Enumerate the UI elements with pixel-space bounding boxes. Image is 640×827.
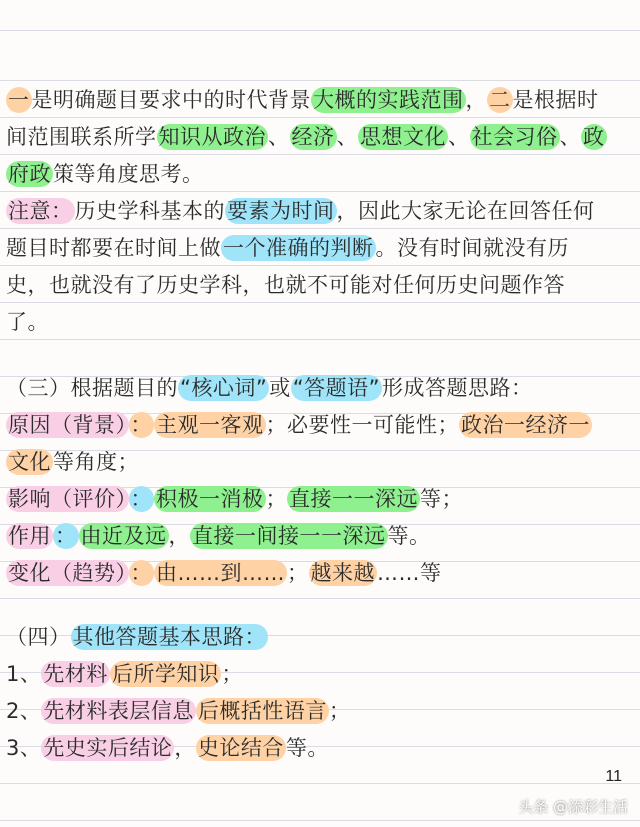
highlight-blue: ：: [130, 487, 152, 511]
highlight-orange: 文化: [8, 450, 51, 474]
text: （三）根据题目的: [6, 376, 178, 400]
text: ，: [465, 88, 487, 112]
highlight-green: 直接一一深远: [289, 487, 418, 511]
highlight-pink: 先材料: [43, 662, 108, 686]
section3-effect: [6, 518, 634, 555]
text: 历史学科基本的: [74, 199, 225, 223]
text: 策等角度思考。: [53, 162, 204, 186]
highlight-blue: 要素为时间: [227, 199, 335, 223]
highlight-orange: 由……到……: [156, 561, 285, 585]
highlight-orange: 史论结合: [197, 736, 284, 760]
text: 等；: [420, 487, 463, 511]
text: 等角度；: [53, 450, 139, 474]
text: ……等: [377, 561, 442, 585]
para1-line1: [6, 82, 634, 119]
text: 、: [559, 125, 581, 149]
highlight-orange: ：: [130, 561, 152, 585]
para1-line2: [6, 119, 634, 156]
highlight-pink: 注意：: [8, 199, 73, 223]
highlight-orange: 政治一经济一: [461, 413, 590, 437]
text: 等。: [285, 736, 329, 760]
highlight-pink: 影响（评价）: [8, 487, 127, 511]
text: 、: [448, 125, 470, 149]
text: （四）: [6, 625, 71, 649]
highlight-green: 由近及远: [80, 524, 167, 548]
text: ；必要性一可能性；: [265, 413, 459, 437]
para1-line3: [6, 156, 634, 193]
text: 或: [269, 376, 291, 400]
text: 、: [268, 125, 290, 149]
text: 3、: [6, 736, 42, 760]
section3-cause-cont: [6, 444, 634, 481]
watermark: 头条 @添彩生活: [518, 798, 628, 816]
section3-influence: [6, 481, 634, 518]
text: ；: [265, 487, 287, 511]
text: 1、: [6, 662, 42, 686]
highlight-blue: “核心词”: [180, 376, 268, 400]
highlight-orange: 后所学知识: [111, 662, 220, 686]
text: 等。: [387, 524, 431, 548]
highlight-pink: 先史实后结论: [43, 736, 173, 760]
text: 间范围联系所学: [6, 125, 157, 149]
highlight-orange: ：: [130, 413, 152, 437]
text: ，: [174, 736, 196, 760]
page-number: 11: [605, 768, 622, 785]
highlight-green: 大概的实践范围: [313, 88, 464, 112]
text: 是明确题目要求中的时代背景: [31, 88, 311, 112]
highlight-blue: “答题语”: [292, 376, 381, 400]
text: ，: [168, 524, 190, 548]
text: 。没有时间就没有历: [375, 236, 569, 260]
section3-heading: [6, 370, 634, 407]
highlight-pink: 作用: [8, 524, 51, 548]
highlight-blue: 其他答题基本思路：: [72, 625, 266, 649]
highlight-green: 积极一消极: [156, 487, 264, 511]
highlight-pink: 先材料表层信息: [43, 699, 194, 723]
section4-item2: [6, 693, 634, 730]
highlight-blue: ：: [55, 524, 77, 548]
para2-line4: 了。: [6, 310, 49, 334]
text: 形成答题思路：: [382, 376, 533, 400]
section3-change: [6, 555, 634, 592]
text: ；: [287, 561, 309, 585]
section4-item3: [6, 730, 634, 767]
highlight-green: 府政: [8, 162, 51, 186]
highlight-orange: 一: [8, 88, 30, 112]
text: 2、: [6, 699, 42, 723]
highlight-pink: 变化（趋势）: [8, 561, 127, 585]
para2-line3: 史，也就没有了历史学科，也就不可能对任何历史问题作答: [6, 273, 565, 297]
highlight-green: 政: [583, 125, 605, 149]
highlight-green: 思想文化: [360, 125, 446, 149]
text: ；: [328, 699, 351, 723]
text: 是根据时: [512, 88, 599, 112]
highlight-green: 社会习俗: [471, 125, 558, 149]
para2-line2: [6, 230, 634, 267]
highlight-green: 经济: [291, 125, 335, 149]
section4-item1: [6, 656, 634, 693]
highlight-orange: 二: [489, 88, 511, 112]
highlight-orange: 越来越: [310, 561, 375, 585]
highlight-orange: 后概括性语言: [197, 699, 327, 723]
section4-heading: [6, 619, 634, 656]
highlight-green: 知识从政治: [158, 125, 266, 149]
highlight-green: 直接一间接一一深远: [192, 524, 386, 548]
highlight-pink: 原因（背景）: [8, 413, 127, 437]
para2-line1: [6, 193, 634, 230]
text: ，因此大家无论在回答任何: [336, 199, 595, 223]
highlight-orange: 主观一客观: [156, 413, 264, 437]
highlight-blue: 一个准确的判断: [223, 236, 374, 260]
text: 、: [336, 125, 358, 149]
text: ；: [221, 662, 243, 686]
section3-cause: [6, 407, 634, 444]
text: 题目时都要在时间上做: [6, 236, 221, 260]
